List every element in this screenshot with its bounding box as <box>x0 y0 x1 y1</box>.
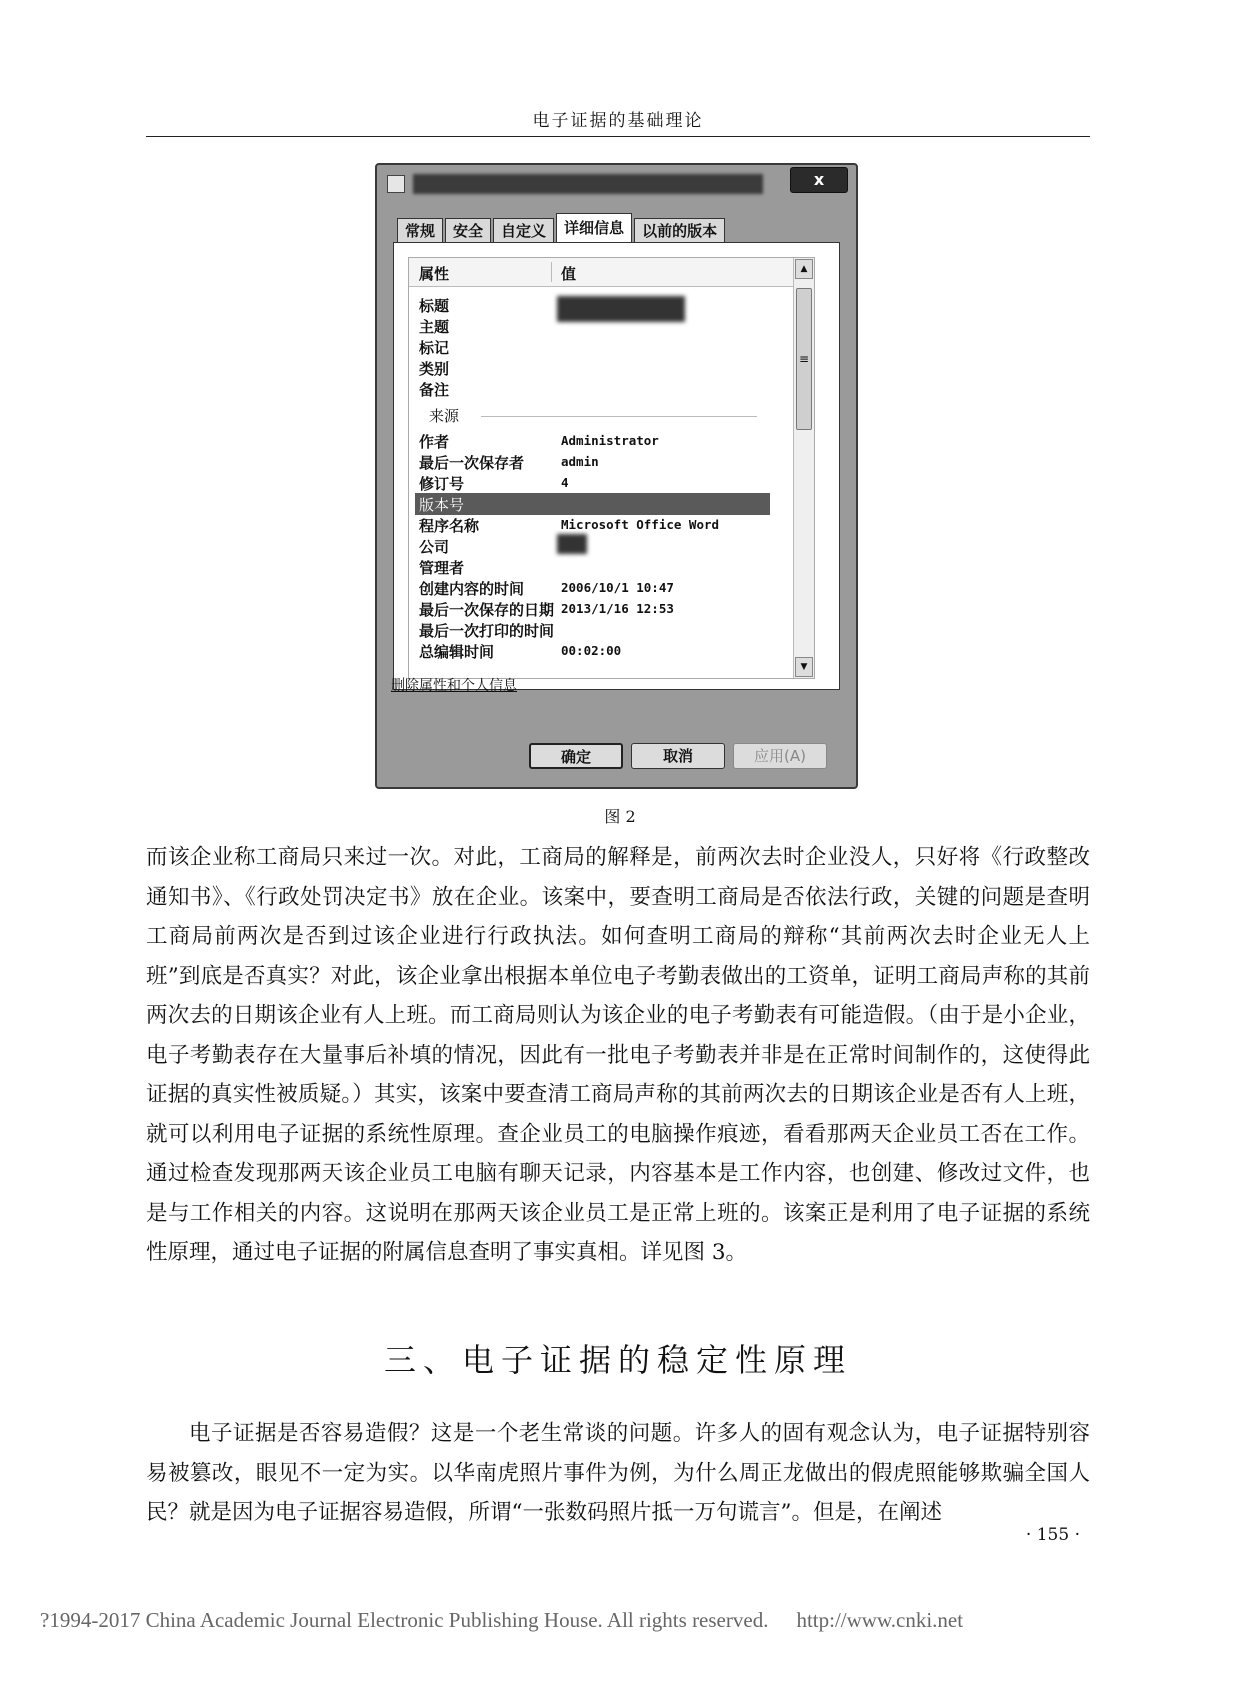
property-row[interactable] <box>409 640 769 662</box>
column-property[interactable]: 属性 <box>419 265 450 283</box>
vertical-scrollbar[interactable] <box>793 258 814 678</box>
scroll-thumb[interactable]: ≡ <box>796 288 812 430</box>
property-list <box>408 257 815 679</box>
properties-dialog-figure <box>375 163 858 789</box>
property-value: admin <box>561 454 599 469</box>
property-name: 主题 <box>419 318 450 336</box>
property-name: 版本号 <box>419 496 465 514</box>
close-button[interactable]: x <box>790 167 848 193</box>
property-row[interactable] <box>409 556 769 578</box>
document-icon <box>387 175 405 193</box>
property-name: 程序名称 <box>419 517 480 535</box>
running-header: 电子证据的基础理论 <box>532 111 704 131</box>
property-value: Administrator <box>561 433 659 448</box>
column-separator[interactable] <box>551 262 552 282</box>
property-row[interactable] <box>409 357 769 379</box>
column-header <box>409 258 814 287</box>
page-number: · 155 · <box>1025 1525 1080 1545</box>
dialog-title-redacted <box>413 174 763 194</box>
property-row[interactable] <box>409 472 769 494</box>
scroll-down-arrow-icon[interactable]: ▼ <box>795 657 813 677</box>
tab-custom[interactable]: 自定义 <box>493 218 554 243</box>
remove-properties-link[interactable]: 删除属性和个人信息 <box>391 678 517 694</box>
property-row[interactable] <box>409 315 769 337</box>
property-name: 管理者 <box>419 559 465 577</box>
apply-button[interactable]: 应用(A) <box>733 743 827 769</box>
tab-previous-versions[interactable]: 以前的版本 <box>634 218 725 243</box>
property-name: 类别 <box>419 360 450 378</box>
tab-security[interactable]: 安全 <box>445 218 491 243</box>
header-rule <box>146 136 1090 137</box>
property-value: 2013/1/16 12:53 <box>561 601 674 616</box>
property-value: 4 <box>561 475 569 490</box>
property-name: 作者 <box>419 433 450 451</box>
ok-button[interactable]: 确定 <box>529 743 623 769</box>
property-row[interactable] <box>409 378 769 400</box>
property-name: 最后一次保存者 <box>419 454 525 472</box>
property-row[interactable] <box>409 577 769 599</box>
group-label: 来源 <box>429 407 460 425</box>
property-name: 最后一次打印的时间 <box>419 622 555 640</box>
property-row[interactable] <box>409 514 769 536</box>
property-name: 公司 <box>419 538 450 556</box>
property-row[interactable] <box>409 619 769 641</box>
group-header-source[interactable] <box>409 404 769 426</box>
property-value: 2006/10/1 10:47 <box>561 580 674 595</box>
property-value: 00:02:00 <box>561 643 622 658</box>
property-value: Microsoft Office Word <box>561 517 720 532</box>
figure-caption: 图 2 <box>604 807 636 826</box>
redacted-company-value <box>557 534 587 554</box>
body-paragraph-1: 而该企业称工商局只来过一次。对此，工商局的解释是，前两次去时企业没人，只好将《行政整改通知书》、《行政处罚决定书》放在企业。该案中，要查明工商局是否依法行政，关键的问题是查明工商局前两次是否到过该企业进行行政执法。如何查明工商局的辩称“其前两次去时企业无人上班”到底是否真实？对此，该企业拿出根据本单位电子考勤表做出的工资单，证明工商局声称的其前两次去的日期该企业有人上班。而工商局则认为该企业的电子考勤表有可能造假。（由于是小企业，电子考勤表存在大量事后补填的情况，因此有一批电子考勤表并非是在正常时间制作的，这使得此证据的真实性被质疑。）其实，该案中要查清工商局声称的其前两次去的日期该企业是否有人上班，就可以利用电子证据的系统性原理。查企业员工的电脑操作痕迹，看看那两天企业员工否在工作。通过检查发现那两天该企业员工电脑有聊天记录，内容基本是工作内容，也创建、修改过文件，也是与工作相关的内容。这说明在那两天该企业员工是正常上班的。该案正是利用了电子证据的系统性原理，通过电子证据的附属信息查明了事实真相。详见图 3。 <box>146 845 1090 1265</box>
property-row[interactable] <box>409 430 769 452</box>
tab-details[interactable]: 详细信息 <box>556 213 632 244</box>
scroll-up-arrow-icon[interactable]: ▲ <box>795 259 813 279</box>
property-row[interactable] <box>409 451 769 473</box>
details-panel <box>393 242 840 690</box>
property-name: 标题 <box>419 297 450 315</box>
footer-url: http://www.cnki.net <box>796 1608 964 1632</box>
column-value[interactable]: 值 <box>561 265 577 283</box>
property-row[interactable] <box>409 535 769 557</box>
dialog-titlebar <box>377 165 856 203</box>
property-name: 创建内容的时间 <box>419 580 525 598</box>
property-name: 修订号 <box>419 475 465 493</box>
section-title: 三、电子证据的稳定性原理 <box>383 1341 852 1379</box>
copyright-text: ?1994-2017 China Academic Journal Electronic Publishing House. All rights reserved. <box>40 1608 769 1632</box>
property-name: 总编辑时间 <box>419 643 495 661</box>
tab-general[interactable]: 常规 <box>397 218 443 243</box>
dialog-tabs <box>397 213 727 243</box>
property-row-selected[interactable] <box>415 493 770 515</box>
copyright-footer <box>40 1608 963 1633</box>
property-name: 标记 <box>419 339 450 357</box>
property-row[interactable] <box>409 336 769 358</box>
cancel-button[interactable]: 取消 <box>631 743 725 769</box>
property-name: 最后一次保存的日期 <box>419 601 555 619</box>
body-paragraph-2: 电子证据是否容易造假？这是一个老生常谈的问题。许多人的固有观念认为，电子证据特别容易被篡改，眼见不一定为实。以华南虎照片事件为例，为什么周正龙做出的假虎照能够欺骗全国人民？就是因为电子证据容易造假，所谓“一张数码照片抵一万句谎言”。但是，在阐述 <box>146 1421 1090 1525</box>
group-divider <box>481 416 757 417</box>
property-row[interactable] <box>409 598 769 620</box>
property-name: 备注 <box>419 381 450 399</box>
